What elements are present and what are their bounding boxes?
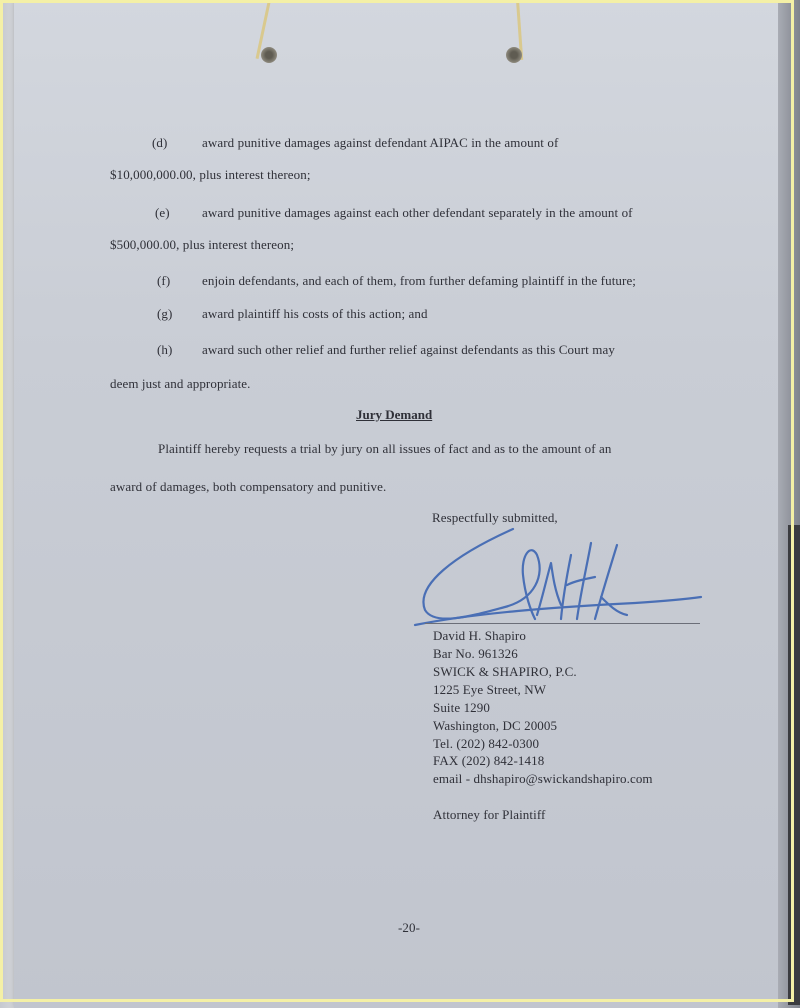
email: email - dhshapiro@swickandshapiro.com: [433, 771, 653, 786]
fax: FAX (202) 842-1418: [433, 753, 545, 768]
attorney-name: David H. Shapiro: [433, 628, 526, 643]
city-state-zip: Washington, DC 20005: [433, 718, 558, 733]
para-d-text: award punitive damages against defendant AIPAC in the amount of: [202, 135, 559, 150]
jury-demand-line-1: Plaintiff hereby requests a trial by jury on all issues of fact and as to the amount of an: [158, 441, 612, 456]
para-f-label: (f): [157, 273, 171, 288]
para-h-label: (h): [157, 342, 173, 357]
street-address: 1225 Eye Street, NW: [433, 682, 547, 697]
firm-name: SWICK & SHAPIRO, P.C.: [433, 664, 577, 679]
para-h-continuation: deem just and appropriate.: [110, 376, 251, 391]
para-e-continuation: $500,000.00, plus interest thereon;: [110, 237, 295, 252]
para-h-text: award such other relief and further relief against defendants as this Court may: [202, 342, 615, 357]
jury-demand-line-2: award of damages, both compensatory and punitive.: [110, 479, 387, 494]
para-g-label: (g): [157, 306, 173, 321]
para-d-label: (d): [152, 135, 168, 150]
telephone: Tel. (202) 842-0300: [433, 736, 540, 751]
bar-number: Bar No. 961326: [433, 646, 518, 661]
para-d-continuation: $10,000,000.00, plus interest thereon;: [110, 167, 311, 182]
para-f-text: enjoin defendants, and each of them, from further defaming plaintiff in the future;: [202, 273, 637, 288]
suite-number: Suite 1290: [433, 700, 490, 715]
para-e-label: (e): [155, 205, 170, 220]
attorney-role: Attorney for Plaintiff: [433, 807, 546, 822]
jury-demand-heading: Jury Demand: [356, 407, 433, 422]
closing-text: Respectfully submitted,: [432, 510, 558, 525]
para-g-text: award plaintiff his costs of this action; and: [202, 306, 428, 321]
para-e-text: award punitive damages against each other defendant separately in the amount of: [202, 205, 633, 220]
page-number: -20-: [398, 920, 421, 935]
